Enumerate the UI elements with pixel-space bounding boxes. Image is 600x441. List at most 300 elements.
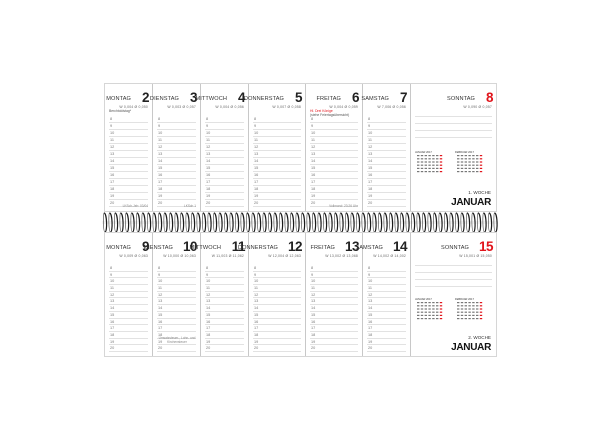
- hour-row[interactable]: [205, 186, 244, 193]
- hour-row[interactable]: [253, 137, 301, 144]
- hour-label: 16: [206, 173, 211, 177]
- hour-row[interactable]: [109, 137, 148, 144]
- hour-label: 12: [254, 145, 259, 149]
- hour-label: 10: [368, 131, 373, 135]
- hour-row[interactable]: [109, 130, 148, 137]
- hour-row[interactable]: [205, 312, 244, 319]
- day-sun-times: W 13,002 Ø 13,068: [325, 254, 358, 258]
- hour-label: 13: [110, 299, 115, 304]
- sunday-line[interactable]: [415, 265, 492, 266]
- hour-label: 8: [158, 266, 161, 270]
- hour-label: 8: [206, 266, 209, 270]
- hour-label: 16: [368, 173, 373, 177]
- hour-label: 14: [254, 159, 259, 163]
- hour-row[interactable]: [109, 165, 148, 172]
- day-header: [195, 84, 248, 112]
- day-sun-times: W 0,009 Ø 0,063: [119, 254, 148, 258]
- day-footnote: Umsatzsteuer-, Lohn- und Kirchensteuer: [158, 336, 196, 344]
- hour-row[interactable]: [367, 292, 406, 299]
- calendar-sheet-week-2: [104, 232, 497, 357]
- hour-row[interactable]: [109, 158, 148, 165]
- hour-label: 18: [110, 187, 115, 191]
- hour-row[interactable]: [367, 137, 406, 144]
- hour-row[interactable]: [157, 151, 196, 158]
- hour-row[interactable]: [109, 345, 148, 352]
- week-number-label: 1. WOCHE: [468, 190, 491, 195]
- hour-row[interactable]: [109, 339, 148, 346]
- hour-label: 19: [311, 194, 316, 198]
- day-holiday-note: Berchtoldstag*: [109, 109, 132, 113]
- day-number: 5: [294, 90, 302, 105]
- hour-row[interactable]: [157, 144, 196, 151]
- hour-row[interactable]: [205, 172, 244, 179]
- hour-label: 12: [158, 145, 163, 149]
- hour-label: 9: [254, 272, 257, 277]
- hour-row[interactable]: [310, 116, 358, 123]
- hour-row[interactable]: [253, 151, 301, 158]
- day-sun-times: W 0,004 Ø 0,056: [215, 105, 244, 109]
- hour-row[interactable]: [310, 305, 358, 312]
- hour-row[interactable]: [310, 144, 358, 151]
- hour-label: 15: [158, 166, 163, 170]
- hour-row[interactable]: [157, 298, 196, 305]
- hour-row[interactable]: [205, 116, 244, 123]
- day-name: MONTAG: [106, 245, 131, 251]
- hour-label: 8: [110, 266, 113, 270]
- day-header: [411, 84, 496, 112]
- sunday-line[interactable]: [415, 286, 492, 287]
- hour-row[interactable]: [205, 144, 244, 151]
- hour-row[interactable]: [157, 137, 196, 144]
- hour-row[interactable]: [157, 292, 196, 299]
- calendar-sheet-week-1: [104, 83, 497, 212]
- hour-label: 14: [110, 306, 115, 311]
- hour-row[interactable]: [253, 186, 301, 193]
- day-number: 8: [485, 90, 493, 105]
- hour-row[interactable]: [367, 339, 406, 346]
- hour-label: 9: [368, 124, 371, 128]
- hour-row[interactable]: [205, 265, 244, 272]
- hour-row[interactable]: [157, 319, 196, 326]
- hour-row[interactable]: [367, 151, 406, 158]
- hour-row[interactable]: [253, 123, 301, 130]
- hour-row[interactable]: [109, 332, 148, 339]
- hour-row[interactable]: [109, 272, 148, 279]
- hour-row[interactable]: [367, 123, 406, 130]
- hour-row[interactable]: [205, 339, 244, 346]
- hour-label: 18: [254, 187, 259, 191]
- day-number: 10: [182, 239, 197, 254]
- hour-row[interactable]: [205, 298, 244, 305]
- hour-row[interactable]: [367, 345, 406, 352]
- hour-row[interactable]: [253, 265, 301, 272]
- hour-label: 14: [158, 306, 163, 311]
- sunday-line[interactable]: [415, 137, 492, 138]
- hour-label: 14: [254, 306, 259, 311]
- day-column-mittwoch: [189, 233, 249, 356]
- hour-row[interactable]: [109, 285, 148, 292]
- hour-label: 19: [368, 194, 373, 198]
- hour-label: 18: [206, 332, 211, 337]
- hour-row[interactable]: [310, 272, 358, 279]
- hour-label: 16: [254, 173, 259, 177]
- hour-row[interactable]: [253, 332, 301, 339]
- hour-row[interactable]: [310, 339, 358, 346]
- hour-label: 11: [368, 286, 372, 291]
- day-number: 6: [351, 90, 359, 105]
- day-header: [363, 84, 410, 112]
- hour-label: 17: [368, 326, 373, 331]
- month-label: JANUAR: [451, 342, 491, 353]
- day-column-dienstag: [150, 84, 201, 211]
- hour-row[interactable]: [310, 165, 358, 172]
- hour-row[interactable]: [253, 305, 301, 312]
- hour-row[interactable]: [253, 339, 301, 346]
- day-column-montag: [105, 84, 153, 211]
- hour-row[interactable]: [253, 179, 301, 186]
- hour-label: 12: [254, 292, 259, 297]
- hour-row[interactable]: [310, 345, 358, 352]
- day-column-montag: [105, 233, 153, 356]
- hour-label: 12: [311, 292, 316, 297]
- hour-label: 17: [254, 326, 259, 331]
- hour-row[interactable]: [367, 298, 406, 305]
- mini-calendar-month: [415, 151, 452, 176]
- hour-row[interactable]: [109, 325, 148, 332]
- hour-row[interactable]: [109, 123, 148, 130]
- hour-row[interactable]: [253, 298, 301, 305]
- hour-row[interactable]: [253, 345, 301, 352]
- day-number: 14: [392, 239, 407, 254]
- hour-row[interactable]: [253, 278, 301, 285]
- hour-label: 10: [206, 131, 211, 135]
- hour-row[interactable]: [253, 165, 301, 172]
- day-name: MITTWOCH: [189, 245, 221, 251]
- hour-row[interactable]: [253, 325, 301, 332]
- day-column-donnerstag: [237, 233, 306, 356]
- hour-row[interactable]: [109, 312, 148, 319]
- hour-label: 9: [311, 124, 314, 128]
- hour-label: 13: [206, 299, 211, 304]
- hour-label: 19: [206, 339, 211, 344]
- mini-calendar-title: JANUAR 2017: [415, 151, 432, 155]
- hour-row[interactable]: [205, 130, 244, 137]
- hour-row[interactable]: [367, 186, 406, 193]
- hour-row[interactable]: [253, 292, 301, 299]
- hour-row[interactable]: [157, 305, 196, 312]
- hour-label: 12: [368, 292, 373, 297]
- hour-label: 19: [158, 194, 163, 198]
- sunday-line[interactable]: [415, 272, 492, 273]
- day-number: 15: [478, 239, 493, 254]
- hour-row[interactable]: [205, 305, 244, 312]
- hour-row[interactable]: [310, 265, 358, 272]
- hour-row[interactable]: [157, 285, 196, 292]
- hour-row[interactable]: [310, 179, 358, 186]
- hour-row[interactable]: [205, 165, 244, 172]
- month-label: JANUAR: [451, 197, 491, 208]
- hour-row[interactable]: [157, 123, 196, 130]
- hour-label: 11: [110, 286, 114, 291]
- hour-row[interactable]: [367, 332, 406, 339]
- hour-row[interactable]: [109, 298, 148, 305]
- hour-label: 19: [254, 339, 259, 344]
- hour-label: 12: [110, 145, 115, 149]
- hour-row[interactable]: [157, 116, 196, 123]
- hour-row[interactable]: [157, 312, 196, 319]
- hour-label: 9: [110, 124, 113, 128]
- hour-label: 15: [368, 166, 373, 170]
- hour-label: 15: [158, 312, 163, 317]
- hour-row[interactable]: [205, 345, 244, 352]
- hour-row[interactable]: [310, 319, 358, 326]
- hour-row[interactable]: [310, 172, 358, 179]
- hour-row[interactable]: [109, 151, 148, 158]
- hour-row[interactable]: [157, 325, 196, 332]
- hour-row[interactable]: [205, 158, 244, 165]
- hour-row[interactable]: [310, 123, 358, 130]
- day-footnote: Vollmond: 23:26 Uhr: [329, 204, 358, 208]
- day-column-sonntag: [411, 84, 496, 211]
- hour-label: 20: [158, 201, 163, 205]
- hour-row[interactable]: [205, 325, 244, 332]
- hour-row[interactable]: [310, 158, 358, 165]
- hour-row[interactable]: [205, 137, 244, 144]
- hour-label: 13: [311, 152, 316, 156]
- hour-row[interactable]: [205, 193, 244, 200]
- hour-label: 11: [206, 286, 210, 291]
- hour-row[interactable]: [109, 305, 148, 312]
- hour-row[interactable]: [367, 179, 406, 186]
- hour-label: 9: [311, 272, 314, 277]
- hour-row[interactable]: [205, 278, 244, 285]
- hour-label: 15: [368, 312, 373, 317]
- day-header: [105, 84, 152, 112]
- day-note-secondary: (siehe Feiertagsübersicht): [310, 113, 350, 117]
- hour-row[interactable]: [157, 272, 196, 279]
- hour-row[interactable]: [157, 186, 196, 193]
- hour-row[interactable]: [157, 193, 196, 200]
- hour-row[interactable]: [367, 272, 406, 279]
- hour-row[interactable]: [205, 179, 244, 186]
- hour-label: 8: [311, 117, 314, 121]
- hour-label: 10: [206, 279, 211, 284]
- hour-label: 17: [158, 326, 163, 331]
- day-sun-times: W 11,003 Ø 11,062: [211, 254, 244, 258]
- hour-label: 16: [206, 319, 211, 324]
- hour-row[interactable]: [109, 172, 148, 179]
- hour-row[interactable]: [310, 151, 358, 158]
- hour-label: 14: [311, 306, 316, 311]
- hour-row[interactable]: [253, 144, 301, 151]
- hour-row[interactable]: [109, 278, 148, 285]
- hour-label: 17: [206, 180, 211, 184]
- day-sun-times: W 12,004 Ø 12,063: [268, 254, 301, 258]
- hour-row[interactable]: [157, 345, 196, 352]
- hour-row[interactable]: [253, 172, 301, 179]
- day-number: 4: [237, 90, 245, 105]
- hour-row[interactable]: [367, 305, 406, 312]
- hour-row[interactable]: [310, 186, 358, 193]
- hour-row[interactable]: [367, 265, 406, 272]
- hour-row[interactable]: [253, 285, 301, 292]
- hour-row[interactable]: [367, 165, 406, 172]
- hour-row[interactable]: [253, 116, 301, 123]
- hour-label: 12: [368, 145, 373, 149]
- hour-row[interactable]: [205, 319, 244, 326]
- hour-row[interactable]: [367, 193, 406, 200]
- day-column-samstag: [355, 233, 411, 356]
- hour-label: 8: [368, 266, 371, 270]
- hour-label: 17: [110, 180, 115, 184]
- day-sun-times: W 7,006 Ø 0,056: [377, 105, 406, 109]
- hour-row[interactable]: [310, 332, 358, 339]
- hour-row[interactable]: [109, 265, 148, 272]
- hour-row[interactable]: [109, 116, 148, 123]
- hour-label: 18: [206, 187, 211, 191]
- hour-label: 13: [206, 152, 211, 156]
- hour-row[interactable]: [310, 312, 358, 319]
- day-name: SONNTAG: [447, 96, 475, 102]
- day-sun-times: W 0,004 Ø 0,059: [329, 105, 358, 109]
- sunday-line[interactable]: [415, 130, 492, 131]
- hour-row[interactable]: [109, 179, 148, 186]
- hour-label: 15: [311, 312, 316, 317]
- hour-row[interactable]: [367, 319, 406, 326]
- hour-row[interactable]: [157, 165, 196, 172]
- hour-row[interactable]: [205, 292, 244, 299]
- hour-row[interactable]: [367, 200, 406, 207]
- hour-row[interactable]: [253, 130, 301, 137]
- hour-row[interactable]: [367, 325, 406, 332]
- hour-row[interactable]: [109, 319, 148, 326]
- hour-label: 20: [110, 346, 115, 351]
- hour-label: 13: [368, 152, 373, 156]
- hour-label: 19: [254, 194, 259, 198]
- hour-label: 17: [311, 180, 316, 184]
- day-sun-times: W 10,000 Ø 10,063: [163, 254, 196, 258]
- day-sun-times: W 0,003 Ø 0,057: [167, 105, 196, 109]
- hour-row[interactable]: [310, 325, 358, 332]
- day-number: 7: [399, 90, 407, 105]
- hour-row[interactable]: [109, 193, 148, 200]
- hour-row[interactable]: [367, 144, 406, 151]
- hour-label: 9: [206, 124, 209, 128]
- day-holiday-note: Hl. Drei Könige: [310, 109, 333, 113]
- hour-row[interactable]: [157, 265, 196, 272]
- hour-row[interactable]: [367, 130, 406, 137]
- hour-label: 10: [311, 131, 316, 135]
- hour-label: 18: [311, 187, 316, 191]
- hour-row[interactable]: [205, 272, 244, 279]
- hour-row[interactable]: [205, 285, 244, 292]
- hour-label: 19: [368, 339, 373, 344]
- hour-row[interactable]: [109, 144, 148, 151]
- mini-calendar-grid: [455, 302, 492, 322]
- hour-label: 20: [254, 346, 259, 351]
- hour-row[interactable]: [367, 116, 406, 123]
- hour-row[interactable]: [310, 292, 358, 299]
- sunday-line[interactable]: [415, 116, 492, 117]
- week-number-label: 2. WOCHE: [468, 335, 491, 340]
- hour-label: 20: [254, 201, 259, 205]
- hour-row[interactable]: [157, 278, 196, 285]
- hour-label: 20: [110, 201, 115, 205]
- hour-row[interactable]: [253, 158, 301, 165]
- hour-row[interactable]: [109, 292, 148, 299]
- sunday-line[interactable]: [415, 279, 492, 280]
- hour-row[interactable]: [205, 151, 244, 158]
- hour-label: 18: [368, 332, 373, 337]
- day-footnote: LKSch 1: [183, 204, 196, 208]
- hour-label: 16: [311, 319, 316, 324]
- hour-row[interactable]: [157, 158, 196, 165]
- hour-label: 9: [158, 124, 161, 128]
- hour-label: 11: [254, 286, 258, 291]
- hour-row[interactable]: [253, 272, 301, 279]
- hour-label: 11: [158, 286, 162, 291]
- hour-row[interactable]: [310, 137, 358, 144]
- hour-label: 12: [206, 145, 211, 149]
- hour-row[interactable]: [310, 285, 358, 292]
- hour-row[interactable]: [310, 278, 358, 285]
- hour-row[interactable]: [205, 200, 244, 207]
- hour-row[interactable]: [157, 172, 196, 179]
- hour-row[interactable]: [253, 200, 301, 207]
- hour-row[interactable]: [253, 312, 301, 319]
- hour-row[interactable]: [109, 186, 148, 193]
- day-header: [306, 84, 362, 112]
- hour-label: 19: [158, 339, 163, 344]
- day-column-dienstag: [144, 233, 201, 356]
- hour-row[interactable]: [310, 130, 358, 137]
- hour-label: 14: [158, 159, 163, 163]
- hour-label: 10: [368, 279, 373, 284]
- sunday-line[interactable]: [415, 123, 492, 124]
- mini-calendar-title: FEBRUAR 2017: [455, 298, 474, 301]
- hour-row[interactable]: [310, 298, 358, 305]
- hour-row[interactable]: [157, 179, 196, 186]
- hour-label: 8: [368, 117, 371, 121]
- hour-row[interactable]: [367, 278, 406, 285]
- hour-label: 18: [110, 332, 115, 337]
- day-number: 9: [141, 239, 149, 254]
- day-name: FREITAG: [310, 245, 335, 251]
- hour-label: 9: [110, 272, 113, 277]
- day-number: 2: [141, 90, 149, 105]
- hour-label: 13: [110, 152, 115, 156]
- hour-label: 9: [206, 272, 209, 277]
- hour-row[interactable]: [157, 130, 196, 137]
- hour-row[interactable]: [367, 172, 406, 179]
- mini-calendar-title: FEBRUAR 2017: [455, 151, 474, 155]
- day-sun-times: W 0,007 Ø 0,058: [272, 105, 301, 109]
- hour-row[interactable]: [253, 193, 301, 200]
- mini-calendar-month: [455, 151, 492, 176]
- hour-label: 15: [254, 166, 259, 170]
- hour-row[interactable]: [205, 332, 244, 339]
- hour-label: 20: [158, 346, 163, 351]
- day-sun-times: W 14,002 Ø 14,002: [373, 254, 406, 258]
- hour-row[interactable]: [205, 123, 244, 130]
- day-sun-times: W 0,004 Ø 0,050: [119, 105, 148, 109]
- hour-label: 19: [206, 194, 211, 198]
- hour-row[interactable]: [367, 158, 406, 165]
- hour-row[interactable]: [310, 193, 358, 200]
- hour-row[interactable]: [367, 285, 406, 292]
- hour-row[interactable]: [367, 312, 406, 319]
- hour-row[interactable]: [253, 319, 301, 326]
